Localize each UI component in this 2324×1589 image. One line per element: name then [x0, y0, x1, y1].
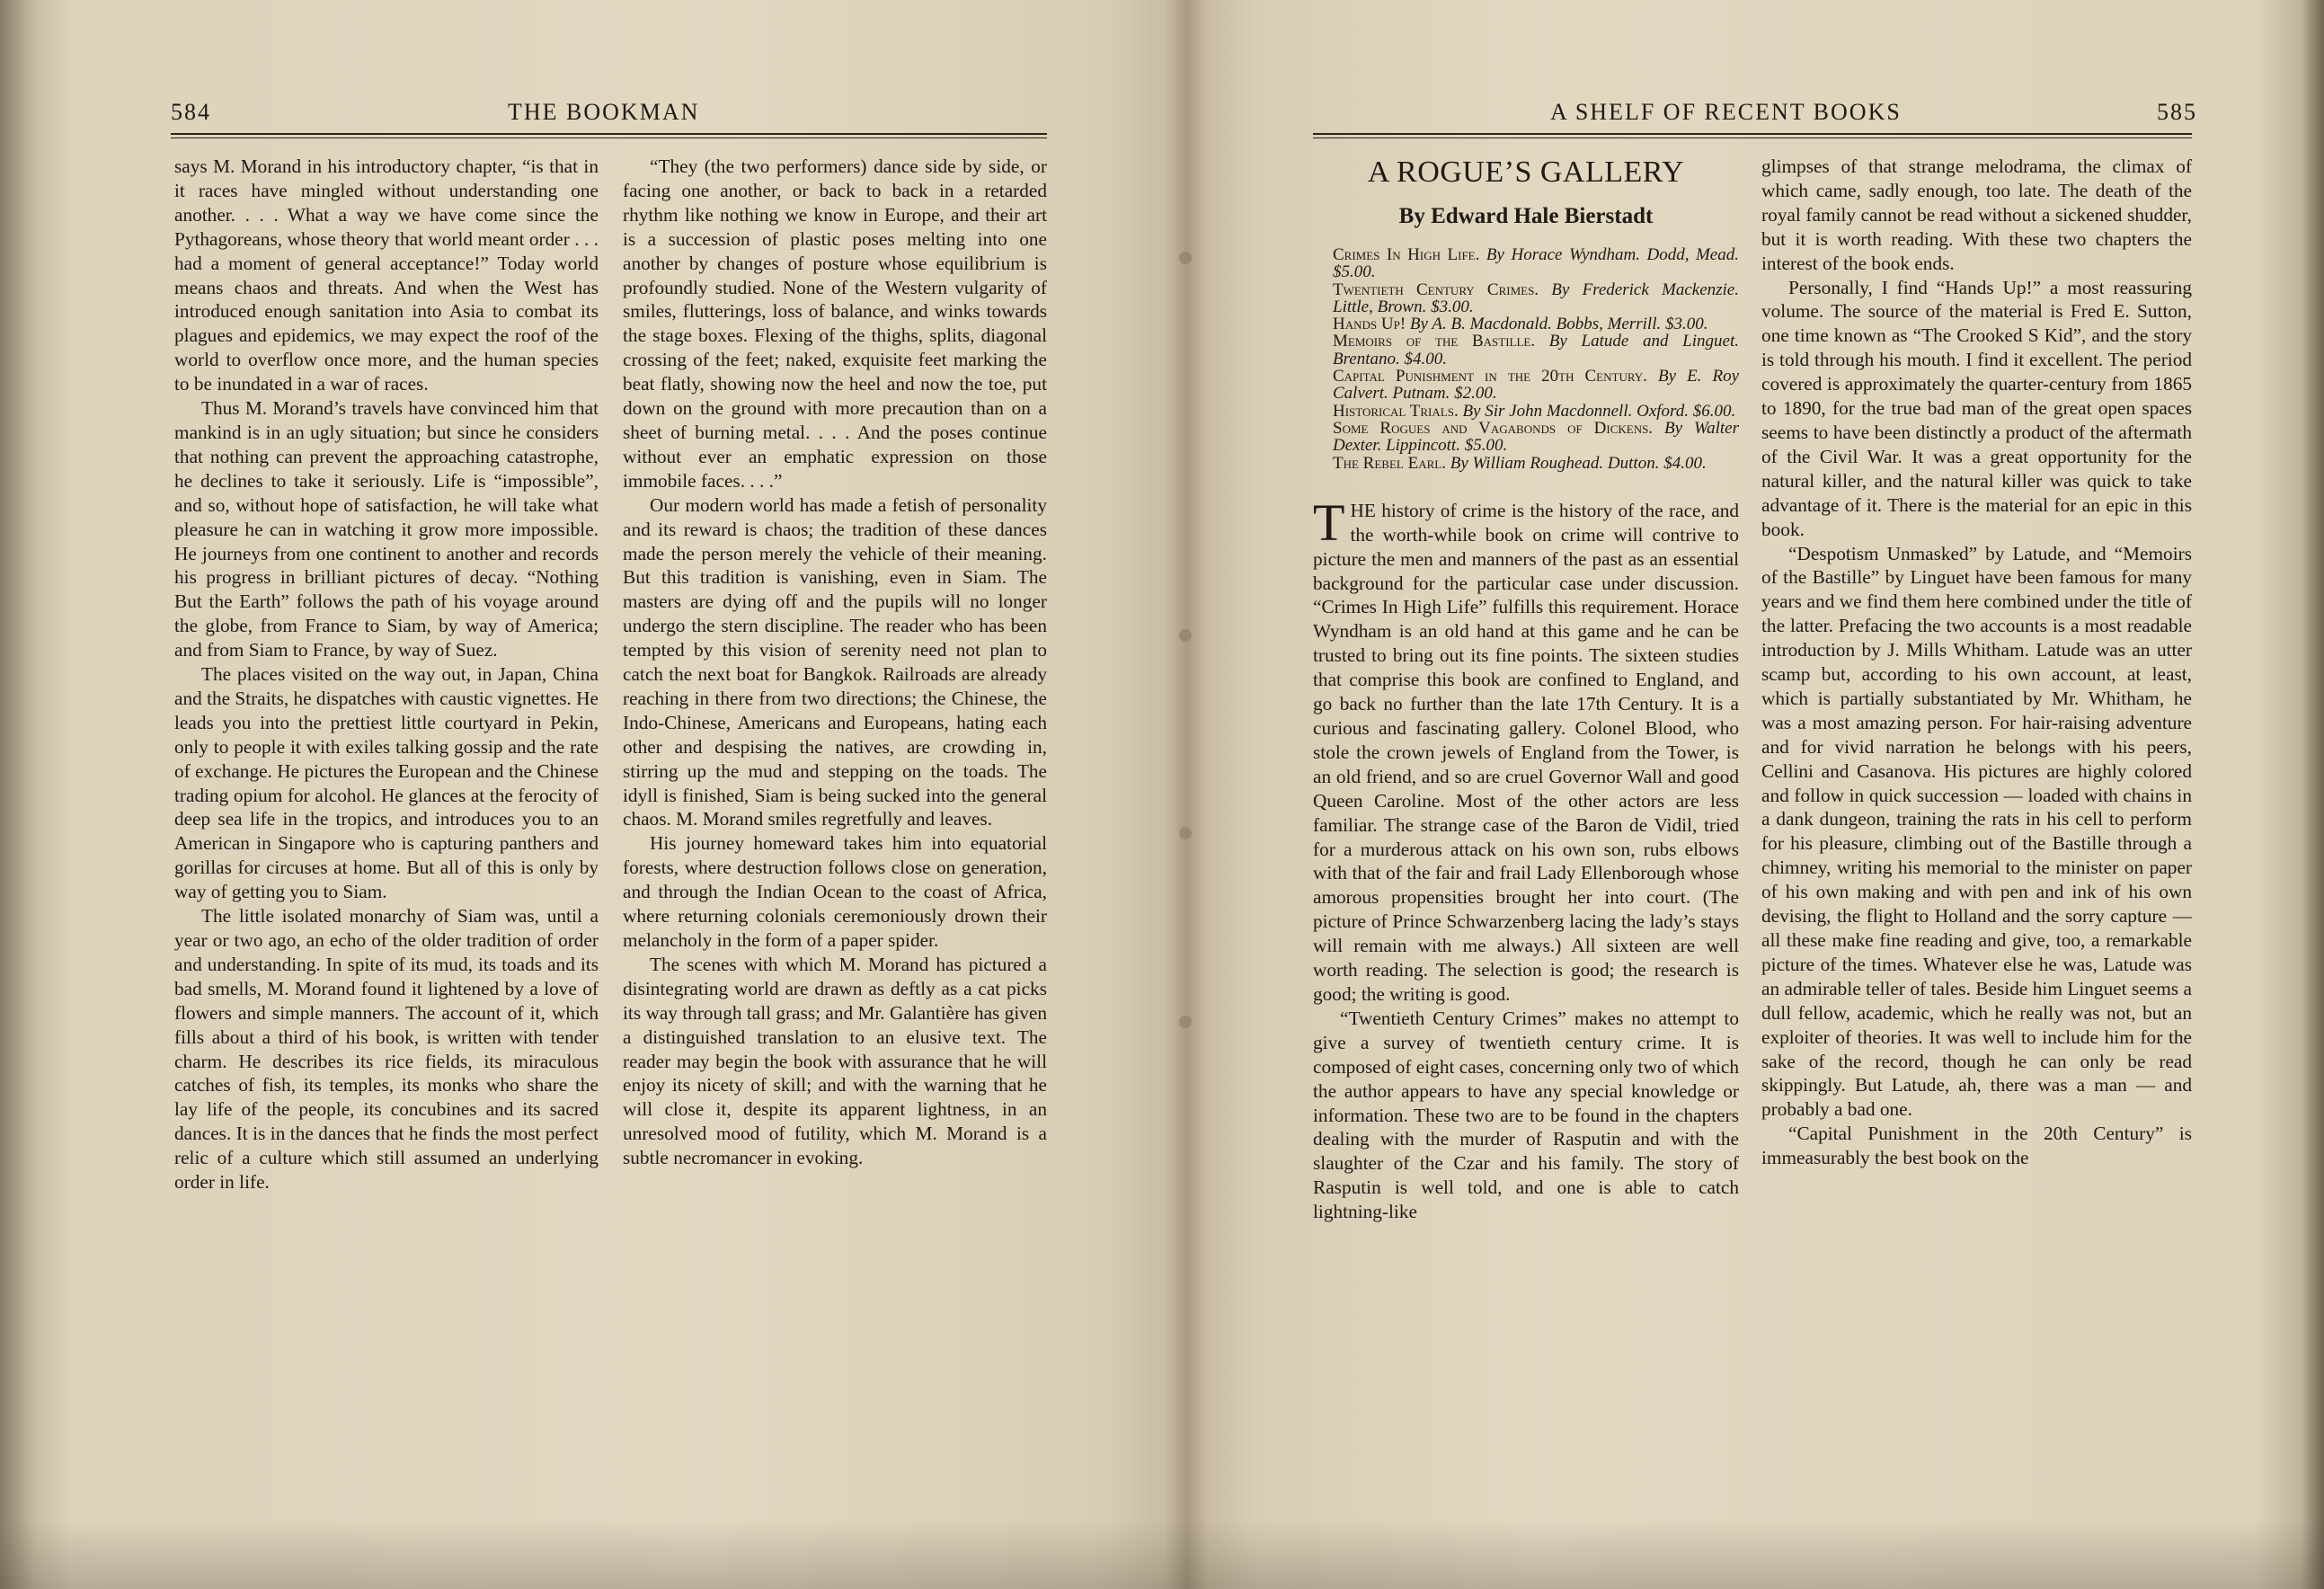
right-column-2: [1761, 155, 2192, 1170]
paragraph: “Despotism Unmasked” by Latude, and “Memoirs of the Bastille” by Linguet have been famous for many years and we find them here combined under the title of the latter. Prefacing the two accounts is a most readable introduction by J. Mills Whitham. Latude was an utter scamp but, according to his own account, at least, which is partially substantiated by Mr. Whitham, he was a most amazing person. For hair-raising adventure and for vivid narration he belongs with his peers, Cellini and Casanova. His pictures are highly colored and follow in quick succession — loaded with chains in a dank dungeon, training the rats in his cell to perform for his pleasure, climbing out of the Bastille through a chimney, writing his memorial to the minister on paper of his own making and with pen and ink of his own devising, the flight to Holland and the sorry capture — all these make fine reading and give, too, a remarkable picture of the times. Whatever else he was, Latude was an admirable teller of tales. Beside him Linguet seems a dull fellow, academic, which he really was not, but an exploiter of theories. It was well to include him for the sake of the record, though he can only be read skippingly. But Latude, ah, there was a man — and probably a bad one.: [1761, 542, 2192, 1121]
right-page: [1186, 0, 2324, 1589]
book-details: By Walter Dexter. Lippincott. $5.00.: [1333, 418, 1739, 456]
book-details: By Sir John Macdonnell. Oxford. $6.00.: [1462, 401, 1736, 421]
binding-gutter: [1165, 0, 1208, 1589]
page-number-right: 585: [2157, 99, 2197, 125]
header-rule-left: [171, 133, 1047, 138]
book-title: Hands Up!: [1333, 315, 1406, 334]
book-entry: [1313, 333, 1739, 368]
book-entry: [1313, 315, 1739, 333]
drop-cap: T: [1313, 493, 1345, 552]
book-entry: [1313, 281, 1739, 316]
paragraph: “Capital Punishment in the 20th Century” is immeasurably the best book on the: [1761, 1123, 2192, 1169]
header-rule-right: [1313, 133, 2192, 138]
book-title: Memoirs of the Bastille.: [1333, 332, 1536, 351]
book-entry: [1313, 403, 1739, 420]
book-title: Capital Punishment in the 20th Century.: [1333, 367, 1647, 386]
book-details: By William Roughead. Dutton. $4.00.: [1450, 453, 1707, 473]
book-entry: [1313, 368, 1739, 403]
paragraph-text: HE history of crime is the history of the race, and the worth-while book on crime will contrive to picture the men and manners of the past as an essential background for the particular case under discussion. “Crimes In High Life” fulfills this requirement. Horace Wyndham is an old hand at this game and he can be trusted to bring out its fine points. The sixteen studies that comprise this book are confined to England, and go back no further than the late 17th Century. It is a curious and fascinating gallery. Colonel Blood, who stole the crown jewels of England from the Tower, is an old friend, and so are cruel Governor Wall and good Queen Caroline. Most of the other actors are less familiar. The strange case of the Baron de Vidil, tried for a murderous attack on his own son, rubs elbows with that of the fair and frail Lady Ellenborough whose amorous propensities brought her into court. (The picture of Prince Schwarzenberg lacing the lady’s stays will remain with me always.) All sixteen are well worth reading. The selection is good; the research is good; the writing is good.: [1313, 499, 1739, 1005]
book-title: Historical Trials.: [1333, 401, 1459, 421]
book-details: By Latude and Linguet. Brentano. $4.00.: [1333, 332, 1739, 368]
book-details: By A. B. Macdonald. Bobbs, Merrill. $3.00.: [1409, 315, 1708, 334]
article-byline: By Edward Hale Bierstadt: [1398, 204, 1654, 228]
paragraph: “Twentieth Century Crimes” makes no attempt to give a survey of twentieth century crime. It is composed of eight cases, concerning only two of which the author appears to have any special knowledge or information. These two are to be found in the chapters dealing with the murder of Rasputin and with the slaughter of the Czar and his family. The story of Rasputin is well told, and one is able to catch lightning-like: [1313, 1007, 1739, 1223]
book-entry: [1313, 455, 1739, 472]
binding-stitch: [1179, 629, 1192, 642]
running-head-left: THE BOOKMAN: [508, 99, 700, 125]
page-bottom-shadow: [0, 1519, 2324, 1589]
book-entry: [1313, 246, 1739, 281]
paragraph: Our modern world has made a fetish of personality and its reward is chaos; the tradition of these dances made the person merely the vehicle of their meaning. But this tradition is vanishing, even in Siam. The masters are dying off and the pupils will no longer undergo the stern discipline. The reader who has been tempted by this vision of serenity need not plan to catch the next boat for Bangkok. Railroads are already reaching in there from two directions; the Chinese, the Indo-Chinese, Americans and Europeans, hating each other and despising the natives, are crowding in, stirring up the mud and stepping on the toads. The idyll is finished, Siam is being sucked into the general chaos. M. Morand smiles regretfully and leaves.: [623, 493, 1047, 830]
paragraph: The places visited on the way out, in Japan, China and the Straits, he dispatches with caustic vignettes. He leads you into the prettiest little courtyard in Pekin, only to people it with exiles talking gossip and the rate of exchange. He pictures the European and the Chinese trading opium for alcohol. He glances at the ferocity of deep sea life in the tropics, and introduces you to an American in Singapore who is capturing panthers and gorillas for circuses at home. But all of this is only by way of getting you to Siam.: [174, 663, 599, 903]
paragraph: “They (the two performers) dance side by side, or facing one another, or back to back in a retarded rhythm like nothing we know in Europe, and their art is a succession of plastic poses melting into one another by changes of posture whose equilibrium is profoundly studied. None of the Western vulgarity of smiles, flutterings, loss of balance, and winks towards the stage boxes. Flexing of the thighs, splits, diagonal crossing of the feet; naked, exquisite feet marking the beat flatly, showing now the heel and now the toe, put down on the ground with more precaution than on a sheet of burning metal. . . . And the poses continue without ever an emphatic expression on those immobile faces. . . .”: [623, 155, 1047, 492]
book-title: Twentieth Century Crimes.: [1333, 280, 1539, 299]
running-head-right: A SHELF OF RECENT BOOKS: [1550, 99, 1902, 125]
paragraph: [1313, 493, 1739, 1007]
right-column-1: [1313, 155, 1739, 1224]
left-column-1: [174, 155, 599, 1194]
paragraph: The little isolated monarchy of Siam was, until a year or two ago, an echo of the older tradition of order and understanding. In spite of its mud, its toads and its bad smells, M. Morand found it lightened by a love of flowers and simple manners. The account of it, which fills about a third of his book, is written with tender charm. He describes its rice fields, its miraculous catches of fish, its temples, its monks who share the lay life of the people, its concubines and its sacred dances. It is in the dances that he finds the most perfect relic of a culture which still assumed an underlying order in life.: [174, 905, 599, 1194]
paragraph: His journey homeward takes him into equatorial forests, where destruction follows close on generation, and through the Indian Ocean to the coast of Africa, where returning colonials ceremoniously drown their melancholy in the form of a paper spider.: [623, 832, 1047, 951]
paragraph: The scenes with which M. Morand has pictured a disintegrating world are drawn as deftly as a cat picks its way through tall grass; and Mr. Galantière has given a distinguished translation to an elusive text. The reader may begin the book with assurance that he will enjoy its nicety of skill; and with the warning that he will close it, despite its apparent lightness, in an unresolved mood of futility, which M. Morand is a subtle necromancer in evoking.: [623, 953, 1047, 1169]
book-entry: [1313, 420, 1739, 455]
book-details: By E. Roy Calvert. Putnam. $2.00.: [1333, 367, 1740, 404]
book-title: Crimes In High Life.: [1333, 245, 1480, 264]
book-details: By Horace Wyndham. Dodd, Mead. $5.00.: [1333, 245, 1739, 282]
binding-stitch: [1179, 827, 1192, 839]
binding-stitch: [1179, 1016, 1192, 1028]
paragraph: says M. Morand in his introductory chapter, “is that in it races have mingled without understanding one another. . . . What a way we have come since the Pythagoreans, whose theory that world meant order . . . had a moment of general acceptance!” Today world means chaos and threats. And when the West has introduced enough sanitation into Asia to combat its plagues and epidemics, we may expect the roof of the world to overflow once more, and the human species to be inundated in a war of races.: [174, 155, 599, 395]
book-title: Some Rogues and Vagabonds of Dickens.: [1333, 418, 1654, 438]
paragraph: Thus M. Morand’s travels have convinced him that mankind is in an ugly situation; but since he considers that nothing can prevent the approaching catastrophe, he declines to take it seriously. Life is “impossible”, and so, without hope of satisfaction, he will take what pleasure he can in watching it grow more impossible. He journeys from one continent to another and records his progress in brilliant pictures of decay. “Nothing But the Earth” follows the path of his voyage around the globe, from France to Siam, by way of America; and from Siam to France, by way of Suez.: [174, 397, 599, 661]
paragraph: Personally, I find “Hands Up!” a most reassuring volume. The source of the material is Fred E. Sutton, one time known as “The Crooked S Kid”, and the story is told through his mouth. I find it excellent. The period covered is approximately the quarter-century from 1865 to 1890, for the true bad man of the great open spaces seems to have been distinctly a product of the aftermath of the Civil War. It was a great opportunity for the natural killer, and the natural killer was quick to take advantage of it. There is the material for an epic in this book.: [1761, 276, 2192, 540]
page-number-left: 584: [171, 99, 211, 125]
paragraph: glimpses of that strange melodrama, the climax of which came, sadly enough, too late. The death of the royal family cannot be read without a sickened shudder, but it is worth reading. With these two chapters the interest of the book ends.: [1761, 155, 2192, 274]
book-title: The Rebel Earl.: [1333, 453, 1446, 473]
book-list: [1313, 246, 1739, 472]
article-title: A ROGUE’S GALLERY: [1367, 155, 1685, 189]
book-details: By Frederick Mackenzie. Little, Brown. $3.00.: [1333, 280, 1739, 316]
left-column-2: [623, 155, 1047, 1170]
binding-stitch: [1179, 252, 1192, 264]
